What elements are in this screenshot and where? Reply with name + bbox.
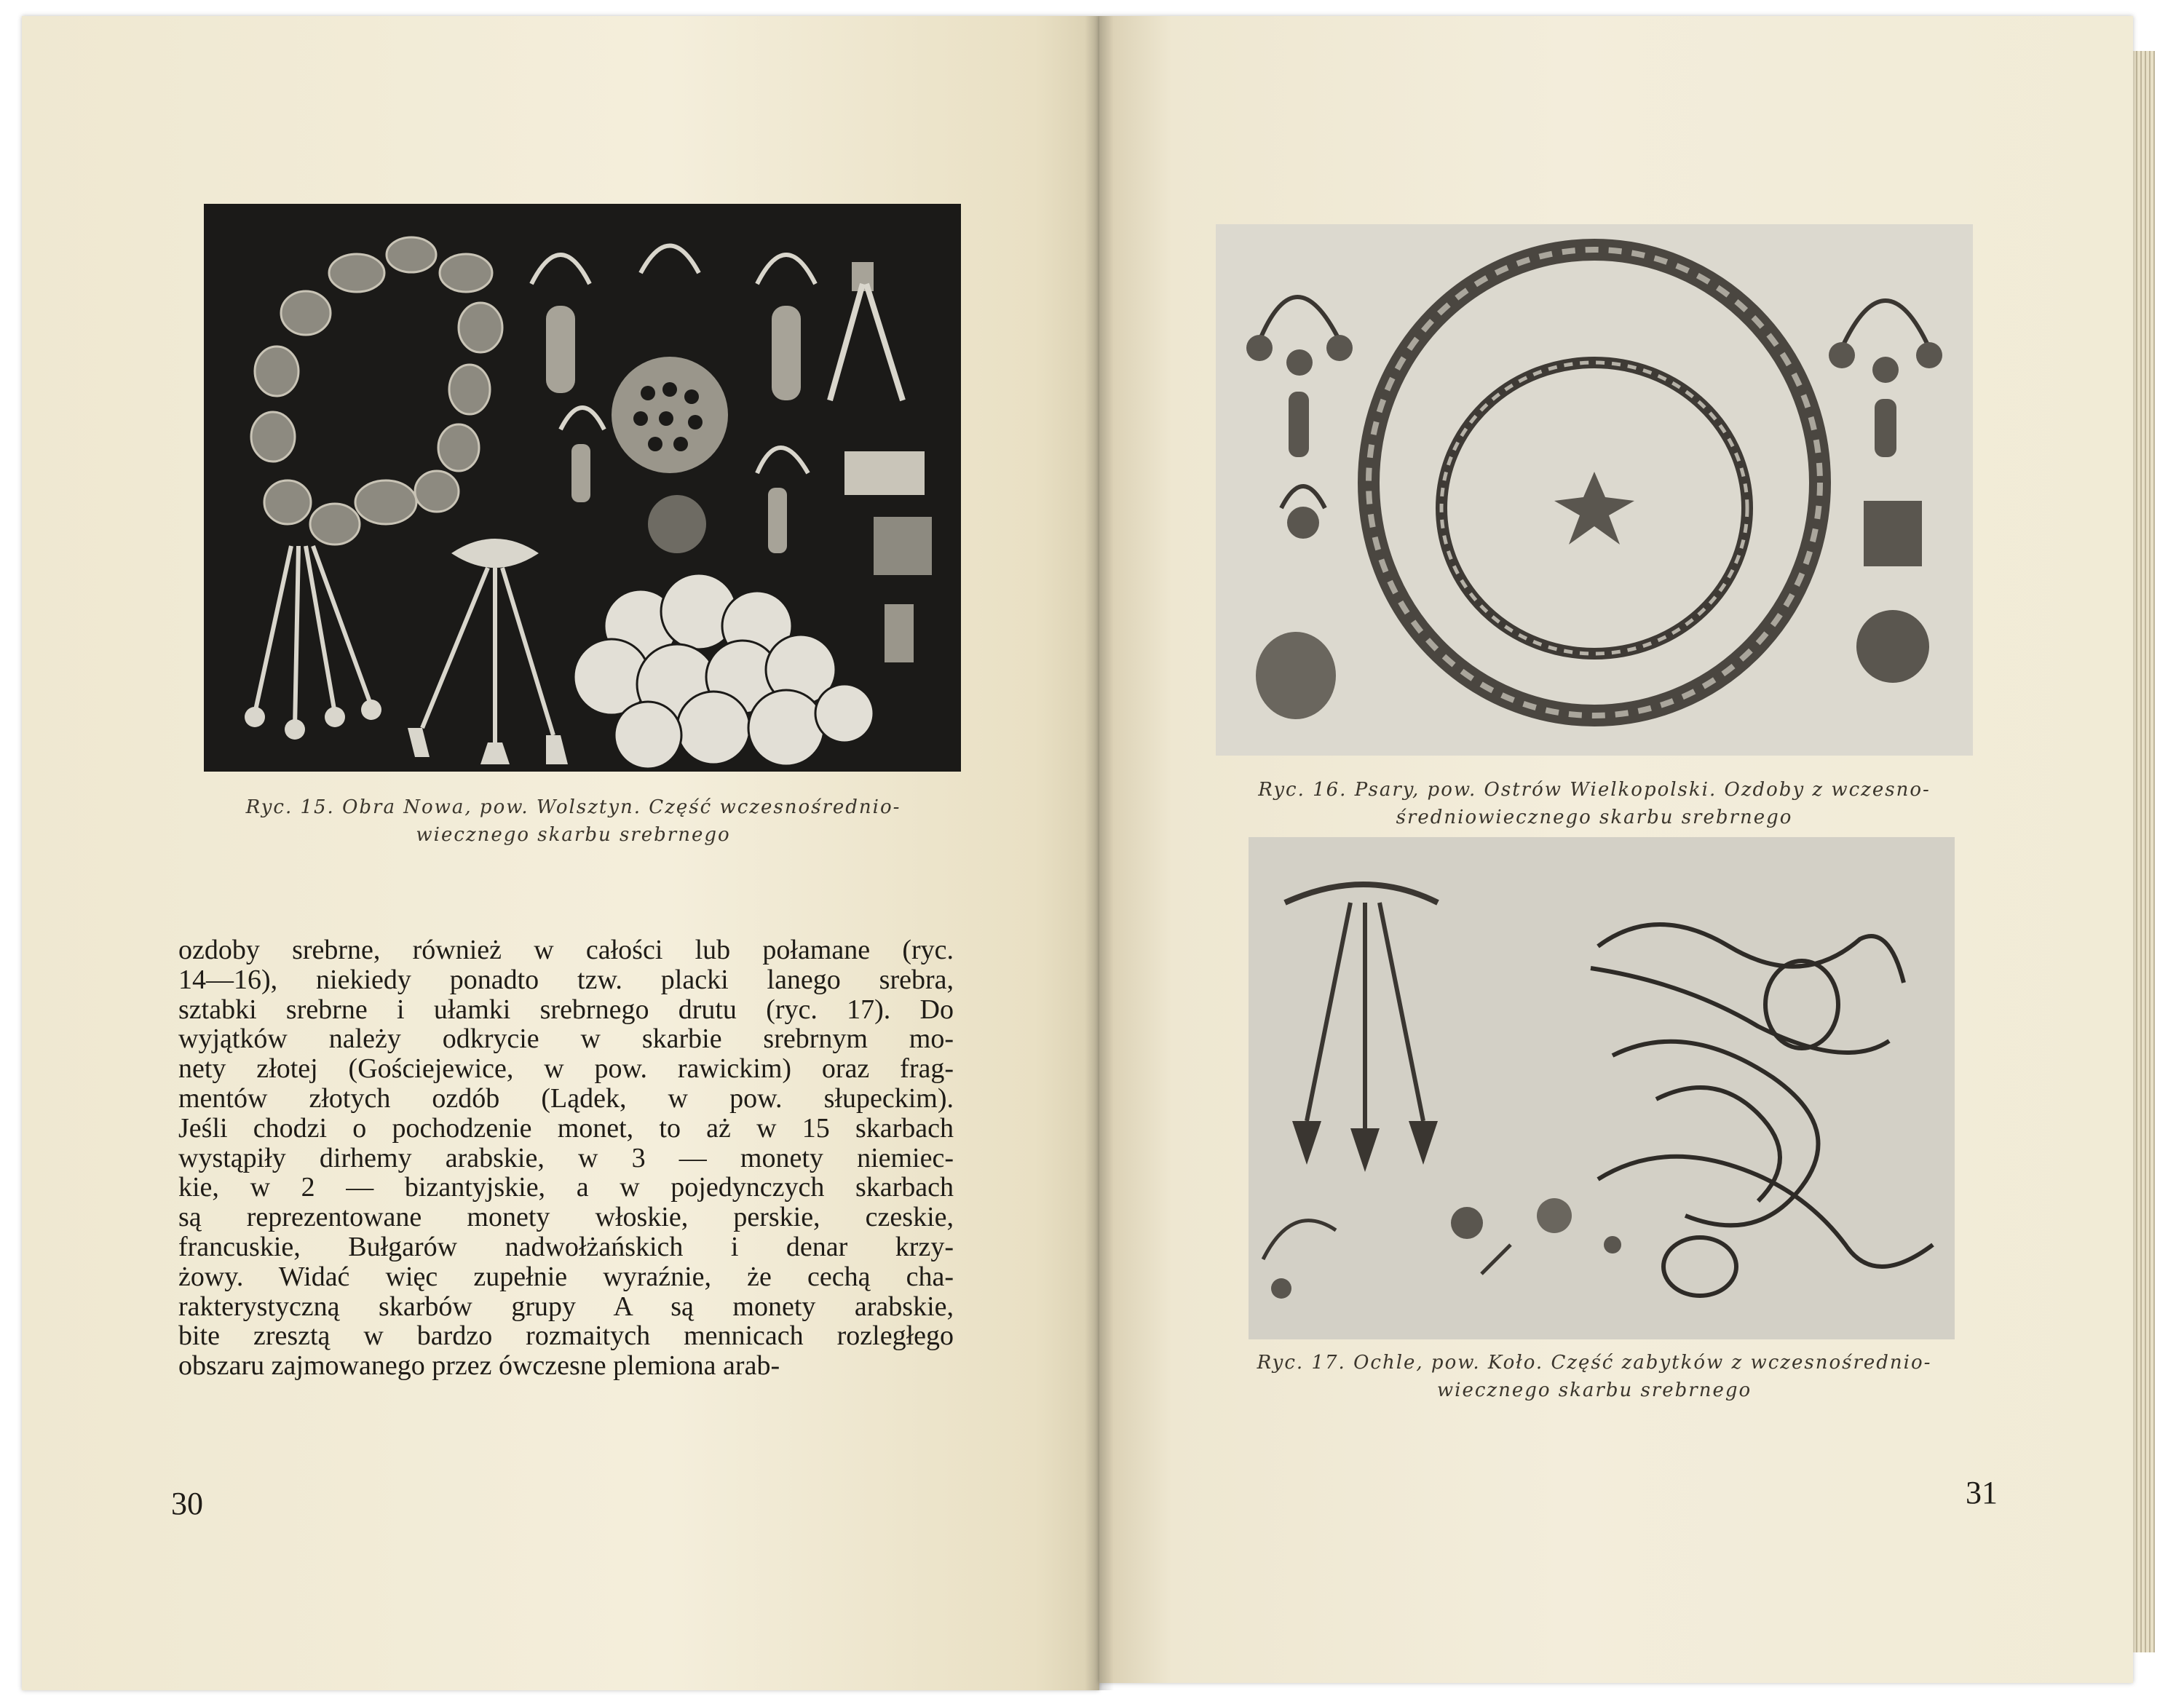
figure-17-caption: [1194, 1349, 1995, 1404]
figure-16-caption: [1194, 776, 1995, 831]
text-line: sztabki srebrne i ułamki srebrnego drutu (ryc. 17). Do: [178, 994, 954, 1025]
figure-16-photo: [1216, 224, 1973, 756]
text-line: 14—16), niekiedy ponadto tzw. placki lanego srebra,: [178, 964, 954, 995]
page-number-right: 31: [1966, 1475, 1998, 1510]
text-line: są reprezentowane monety włoskie, perskie, czeskie,: [178, 1202, 954, 1233]
text-line: obszaru zajmowanego przez ówczesne plemiona arab-: [178, 1350, 780, 1382]
body-text: [178, 935, 954, 1381]
text-line: kie, w 2 — bizantyjskie, a w pojedynczych skarbach: [178, 1172, 954, 1203]
caption-line: średniowiecznego skarbu srebrnego: [1396, 807, 1793, 828]
page-number-left: 30: [171, 1486, 203, 1521]
text-line: nety złotej (Gościejewice, w pow. rawickim) oraz frag-: [178, 1053, 954, 1085]
gutter-shadow: [1085, 16, 1114, 1690]
text-line: wyjątków należy odkrycie w skarbie srebrnym mo-: [178, 1023, 954, 1055]
text-line: bite zresztą w bardzo rozmaitych mennicach rozległego: [178, 1320, 954, 1352]
caption-line: Ryc. 17. Ochle, pow. Koło. Część zabytków z wczesnośrednio-: [1257, 1352, 1932, 1374]
text-line: rakterystyczną skarbów grupy A są monety arabskie,: [178, 1291, 954, 1322]
text-line: mentów złotych ozdób (Lądek, w pow. słupeckim).: [178, 1082, 954, 1114]
text-line: wystąpiły dirhemy arabskie, w 3 — monety niemiec-: [178, 1142, 954, 1173]
text-line: francuskie, Bułgarów nadwołżańskich i denar krzy-: [178, 1231, 954, 1262]
text-line: ozdoby srebrne, również w całości lub połamane (ryc.: [178, 935, 954, 965]
figure-17-photo: [1249, 837, 1955, 1339]
text-line: żowy. Widać więc zupełnie wyraźnie, że cechą cha-: [178, 1261, 954, 1292]
figure-15-caption: [186, 793, 961, 849]
caption-line: Ryc. 15. Obra Nowa, pow. Wolsztyn. Część wczesnośrednio-: [245, 796, 901, 818]
text-line: Jeśli chodzi o pochodzenie monet, to aż w 15 skarbach: [178, 1112, 954, 1144]
page-edges: [2133, 51, 2155, 1652]
caption-line: wiecznego skarbu srebrnego: [1436, 1379, 1752, 1401]
figure-15-photo: [204, 204, 961, 772]
caption-line: wiecznego skarbu srebrnego: [416, 824, 731, 846]
caption-line: Ryc. 16. Psary, pow. Ostrów Wielkopolski. Ozdoby z wczesno-: [1258, 779, 1931, 801]
